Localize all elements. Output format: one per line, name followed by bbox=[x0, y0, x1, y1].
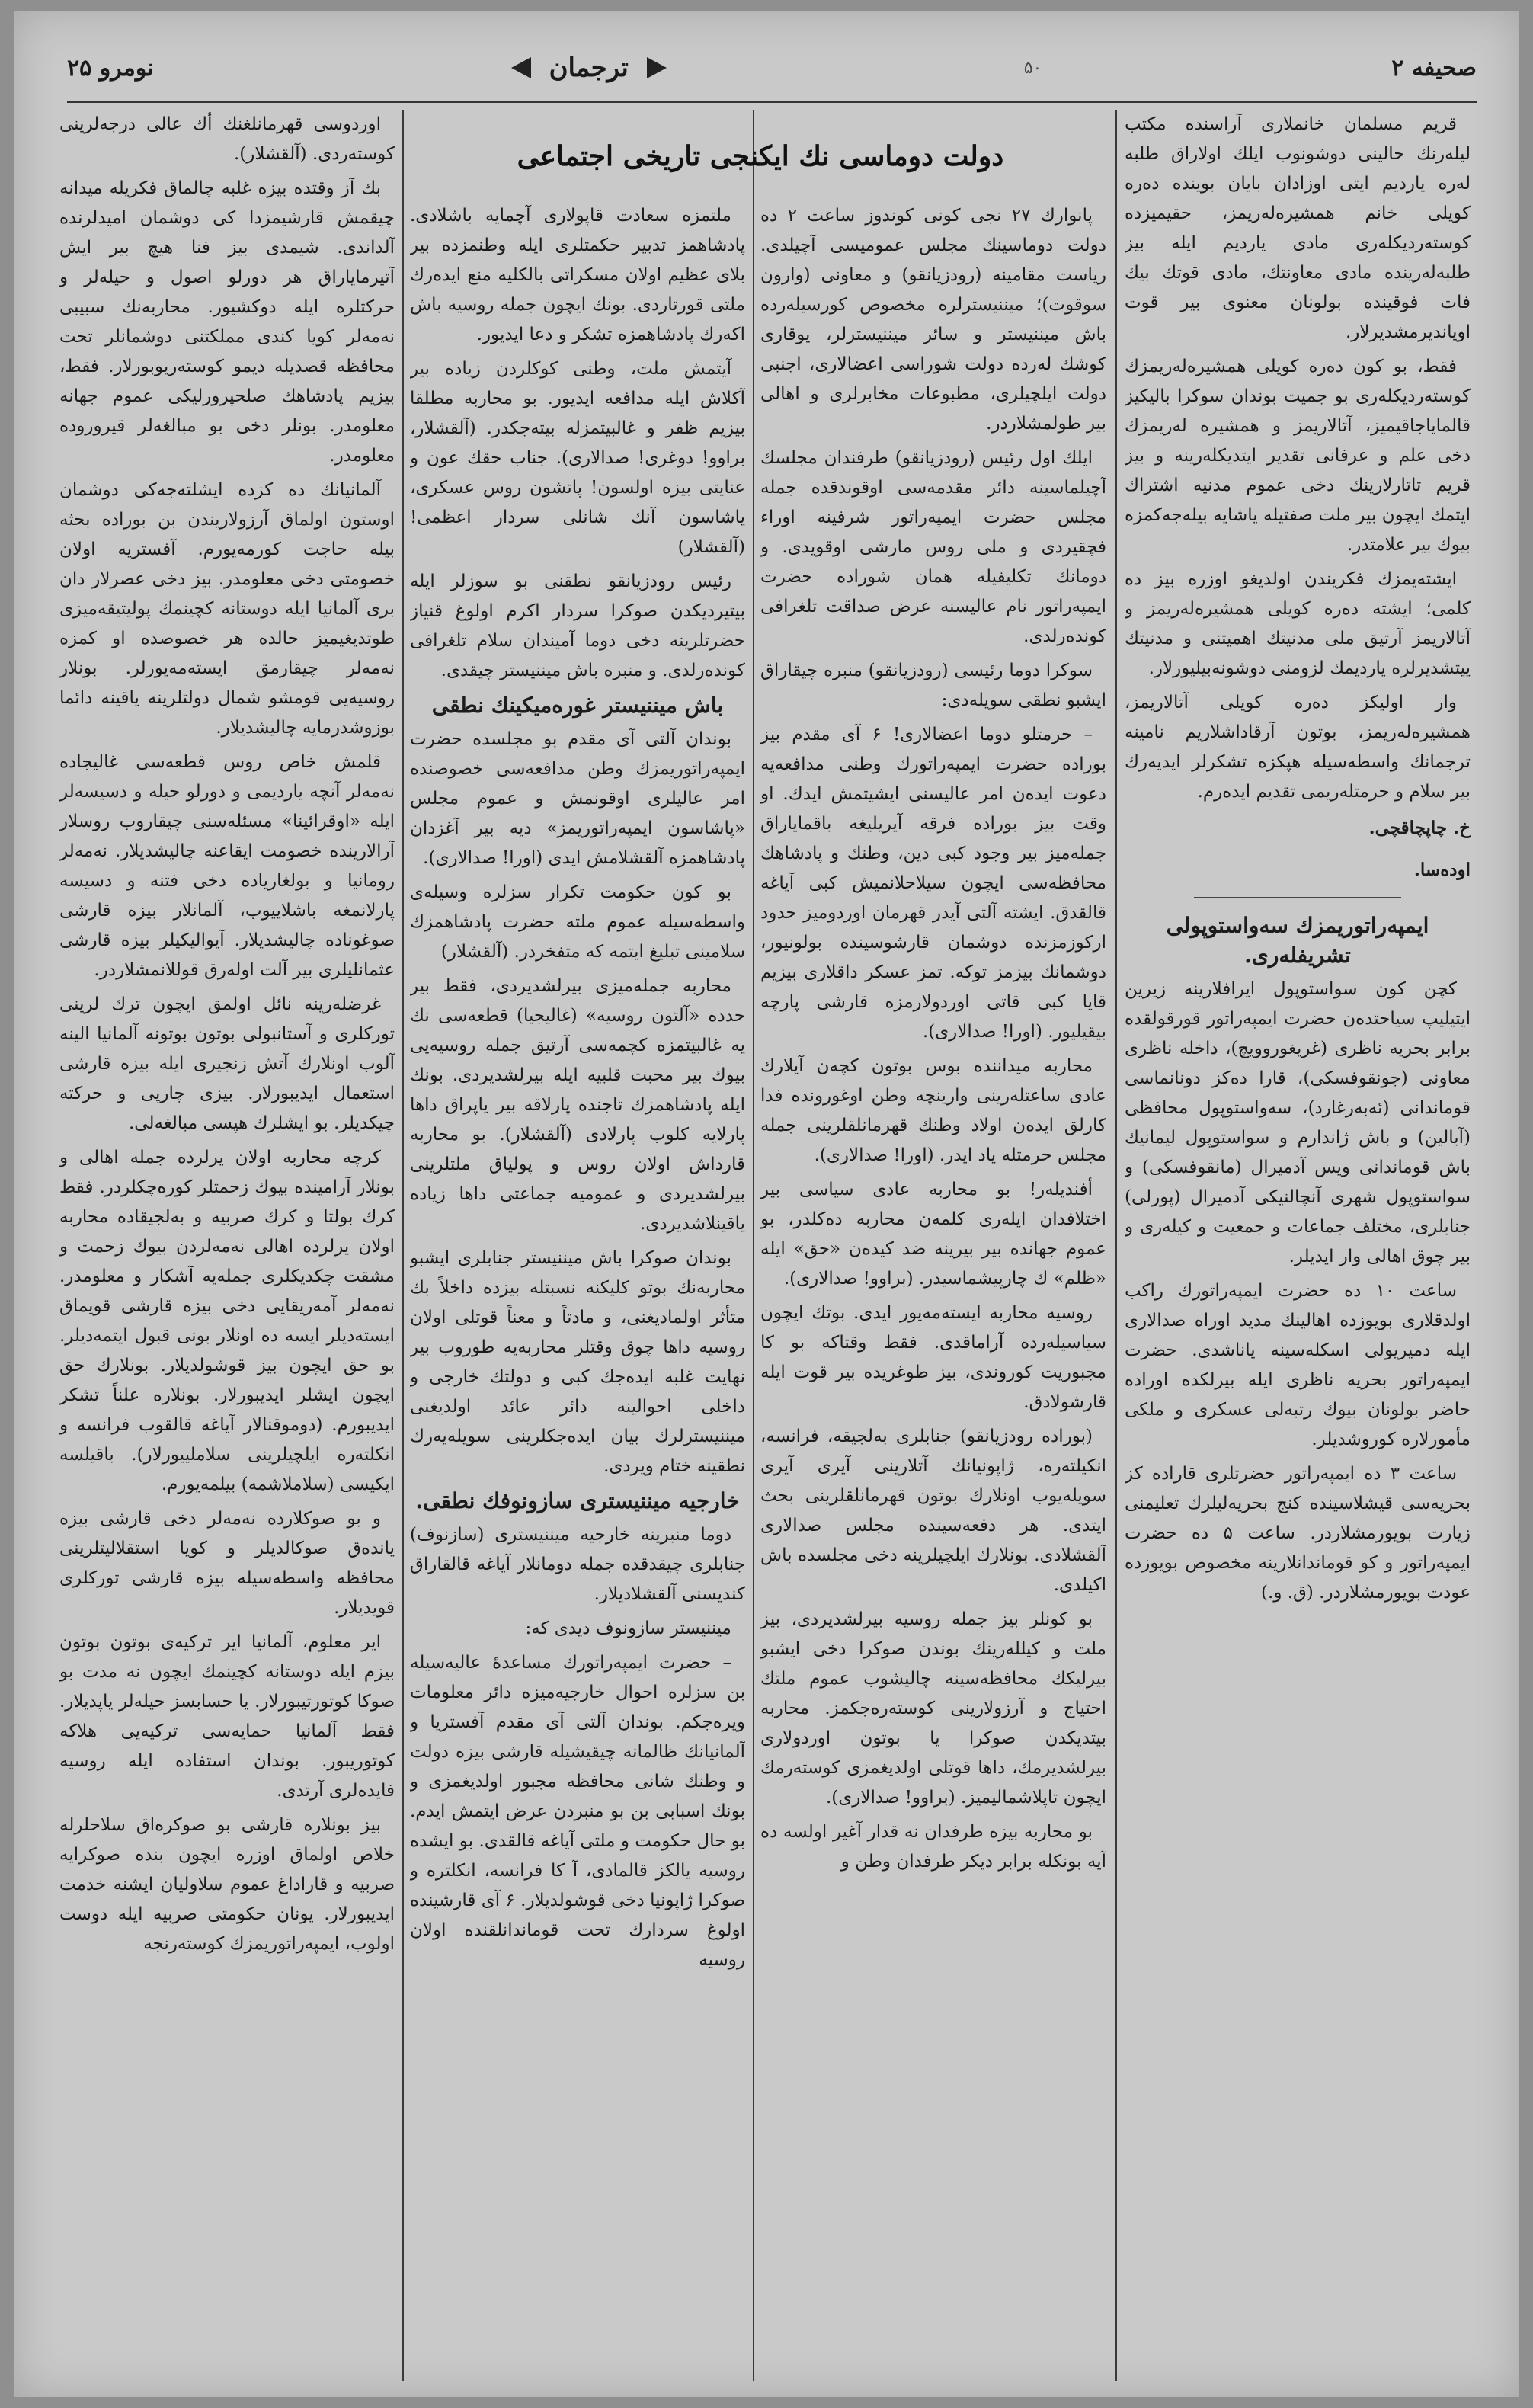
paragraph: روسیه محاربه ایستەمەیور ایدی. بوتك ایچون سیاسیلەردە آراماقدی. فقط وقتاکه بو کا مجبوریت کوروندی، بیز طوغریده بیر قوت ایله قارشولادق. bbox=[760, 1303, 1106, 1412]
masthead-title: ترجمان bbox=[504, 51, 674, 85]
paragraph: بوندان صوکرا باش میننیستر جنابلری ایشبو محاربەنك بوتو کلیکنه نسبتله بیزده داخلاً بك متأثر اولمادیغنی، و مادتاً و معناً قوتلی اولان روسیه داها چوق وقتلر محاربەیه طوروب بیر نهایت غلبه ایدەجك کبی و دولتك خارجی و داخلی احوالینه دائر عائد اولدیغنی میننیسترلرك بیان ایدەجکلرینی سویلەیەرك نطقینه ختام ویردی. bbox=[410, 1248, 745, 1476]
paragraph: رئیس رودزیانقو نطقنی بو سوزلر ایله بیتیردیکدن صوکرا سردار اکرم اولوغ قنیاز حضرتلرینه دخی دوما آمیندان سلام تلغرافی کوندەرلدی. و منبره باش میننیستر چیقدی. bbox=[410, 572, 745, 680]
paragraph: بو کونلر بیز جمله روسیه بیرلشدیردی، بیز ملت و کیللەرینك بوندن صوکرا دخی ایشبو بیرلیکك محافظەسینه چالیشوب عموم ملتك احتیاج و آرزولارینی کوستەرەجکمز. محاربه بیتدیکدن صوکرا یا بوتون اوردولاری بیرلشدیرمك، داها قوتلی اولدیغمزی کوستەرمك ایچون تاپلاشمالیمیز. (براوو! صدالاری). bbox=[760, 1609, 1106, 1808]
newspaper-page bbox=[14, 11, 1519, 2397]
column-divider bbox=[402, 110, 404, 2381]
paragraph: ساعت ۳ ده ایمپەراتور حضرتلری قارادە کز بحریەسی قیشلاسینده کنج بحریەلیلرك تعلیمنی زیارت بویورمشلاردر. ساعت ۵ ده حضرت ایمپەراتور و کو قوماندانلارینه مخصوص بویوزدە عودت بویورمشلاردر. (ق. و.) bbox=[1125, 1464, 1471, 1603]
column-4 bbox=[59, 110, 395, 2381]
issue-number: نومرو ۲۵ bbox=[67, 54, 154, 82]
paragraph: محاربه میداننده بوس بوتون کچەن آیلارك عادی ساعتلەرینی وارینچه وطن اوغوروندە فدا کارلق ایدەن اولاد وطنك قهرمانلقلرینی جمله مجلس حرمتلە یاد ایدر. (اورا! صدالاری). bbox=[760, 1056, 1106, 1165]
subheading: خارجیه میننیستری سازونوفك نطقی. bbox=[415, 1488, 740, 1513]
section-rule bbox=[1194, 897, 1401, 898]
paragraph: بو محاربه بیزه طرفدان نه قدار آغیر اولسه ده آیه بونکله برابر دیکر طرفدان وطن و bbox=[760, 1822, 1106, 1872]
paragraph: بو کون حکومت تکرار سزلره وسیلەی واسطەسیله عموم ملته حضرت پادشاهمزك سلامینی تبلیغ ایتمه که متفخردر. (آلقشلار) bbox=[410, 882, 745, 962]
page-header bbox=[67, 41, 1477, 94]
paragraph: آیتمش ملت، وطنی کوکلردن زیاده بیر آکلاش ایله مدافعه ایدیور. بو محاربه مطلقا بیزیم ظفر و غالبیتمزله بیتەجکدر. (آلقشلار، براوو! دوغری! صدالاری). جناب حقك عون و عنایتی بیزه اولسون! پاتشون روس عسکری، یاشاسون آنك شانلی سردار اعظمی! (آلقشلار) bbox=[410, 359, 745, 557]
column-2 bbox=[760, 201, 1106, 2381]
column-divider bbox=[753, 110, 754, 2381]
subheading: باش میننیستر غورەمیکینك نطقی bbox=[431, 693, 724, 718]
paragraph: ملتمزه سعادت قاپولاری آچمایه باشلادی. پادشاهمز تدبیر حکمتلری ایله وطنمزده بیر بلای عظیم اولان مسکراتی بالکلیه منع ایدەرك ملتی قورتاردی. بونك ایچون جمله روسیه باش اکەرك پادشاهمزه تشکر و دعا ایدیور. bbox=[410, 206, 745, 344]
column-1 bbox=[1125, 110, 1471, 2381]
paragraph: سوکرا دوما رئیسی (رودزیانقو) منبره چیقاراق ایشبو نطقی سویلەدی: bbox=[760, 661, 1106, 710]
paragraph: ایشتەیمزك فکریندن اولدیغو اوزره بیز دە کلمی؛ ایشته دەرە کویلی همشیرەلەریمز و آتالاریمز آرتیق ملی مدنیتك اهمیتنی و مدنیتك ییتشدیرلرە یاردیمك لزومنی دوشونەبیلیورلار. bbox=[1125, 569, 1471, 678]
paragraph: ساعت ۱۰ ده حضرت ایمپەراتورك راکب اولدقلاری بویوزدە اهالینك مدید اوراە صدالاری ایله دمیریولی اسکلەسینه یاناشدی. حضرت ایمپەراتور بحریه ناظری ایله بیرلکده اورادە حاضر بولونان بیوك رتبەلی عسکری و ملکی مأمورلارە کوروشدیلر. bbox=[1125, 1281, 1471, 1449]
paragraph: بك آز وقتده بیزه غلبه چالماق فکریله میدانه چیقمش قارشیمزدا کی دوشمان امیدلرنده آلداندی. شیمدی بیز فنا هیچ بیر ایش آتیرمایاراق هر دورلو اصول و حیلەلر و حرکتلره ایله دوکشیور. محاربەنك سبیبی نەمەلر کویا کندی مملکتنی دوشمانلر تحت محافظه قصدیله دیمو کوستەریوبورلار. فقط، بیزیم پادشاهك صلحپرورلیکی عموم جهانه معلومدر. بونلر دخی بو مبالغه‌لر قیرورودە معلومدر. bbox=[59, 178, 395, 466]
paragraph: اوردوسی قهرمانلغنك أك عالی درجەلرینی کوستەردی. (آلقشلار). bbox=[59, 114, 395, 164]
paragraph: قریم مسلمان خانملاری آراسنده مکتب لیلەرنك حالینی دوشونوب ایلك اولاراق طلبە لەرە یاردیم ایتی اوزادان بایان بوینده دەرە کویلی خانم همشیرەلەریمز، حقیمیزدە کوستەردیکلەری مادی یاردیم ایلە بیز طلبەلەرینده مادی معاونتك، مادی قوتك بیك فات فوقینده بولونان معنوی بیر قوت اویاندیرمشدیرلار. bbox=[1125, 114, 1471, 342]
page-number: ۵۰ bbox=[1023, 58, 1042, 78]
paragraph: – حضرت ایمپەراتورك مساعدهٔ عالیەسیله بن سزلره احوال خارجیەمیزه دائر معلومات ویرەجکم. بوندان آلتی آی مقدم آفستریا و آلمانیانك ظالمانه چیقیشیله قارشی بیزه دولت و وطنك شانی محافظه مجبور اولدیغمزی و بونك اسبابی بن بو منبردن عرض ایتمش ایدم. بو حال حکومت و ملتی آیاغه قالقدی. بو ایشده روسیه یالکز قالمادی، آ کا فرانسه، انکلتره و صوکرا ژاپونیا دخی قوشولدیلار. ۶ آی قارشینده اولوغ سردارك تحت قوماندانلقنده اولان روسیه bbox=[410, 1653, 745, 1970]
paragraph: دوما منبرینه خارجیه میننیستری (سازنوف) جنابلری چیقدقده جمله دومانلار آیاغه قالقاراق کندیسنی آلقشلادیلار. bbox=[410, 1525, 745, 1604]
paragraph: بیز بونلاره قارشی بو صوکره‌اق سلاحلرله خلاص اولماق اوزره ایچون بنده صوکرایه صربیه و قاراداغ عموم سلاولیان ایشنه خدمت ایدیبورلار. یونان حکومتی صربیه ایله دوست اولوب، ایمپەراتوریمزك کوستەرنجه bbox=[59, 1815, 395, 1954]
column-divider bbox=[1115, 110, 1117, 2381]
paragraph: أفندیلەر! بو محاربه عادی سیاسی بیر اختلافدان ایلەری کلمەن محاربه دەکلدر، بو عموم جهانده بیر بیرینه ضد کیدەن «حق» ایله «ظلم» ك چارپیشماسیدر. (براوو! صدالاری). bbox=[760, 1180, 1106, 1289]
column-3 bbox=[410, 201, 745, 2381]
paragraph: پانوارك ۲۷ نجی کونی کوندوز ساعت ۲ ده دولت دوماسینك مجلس عمومیسی آچیلدی. ریاست مقامینه (رودزیانقو) و معاونی (وارون سوقوت)؛ میننیسترلره مخصوص کورسیلەردە باش میننیستر و سائر میننیسترلر، یوقاری کوشك لەردە دولت شوراسی اعضالاری، اجنبی دولت ایلچیلری، مطبوعات مخابرلری و اهالی بیر طولمشلاردر. bbox=[760, 206, 1106, 434]
section-title: ایمپەراتوریمزك سەواستوپولی تشریفلەری. bbox=[1166, 913, 1429, 968]
author-signature: خ. چاپچاقچی. bbox=[1368, 818, 1471, 838]
paragraph: فقط، بو کون دەرە کویلی همشیرەلەریمزك کوستەردیکلەری بو جمیت بوندان سوکرا بالیکیز قالمایاجاقیمیز، آتالاریمز و همشیرە لەریمزك دخی علم و عرفانی تقدیر ایتدیکلەرینه و بیز قریم تاتارلارینك دخی عموم مدنیه اشتراك ایتمك ایچون بیر ملت صفتیله یاشایه بیلەجەکمزه بیوك بیر علامتدر. bbox=[1125, 357, 1471, 555]
paragraph: (بورادە رودزیانقو) جنابلری بەلجیقه، فرانسه، انکیلتەره، ژاپونیانك آتلارینی آیری آیری سویلەیوب اونلارك بوتون قهرمانلقلرینی بحث ایتدی. هر دفعەسینده مجلس صدالاری آلقشلادی. بونلارك ایلچیلرینه دخی مجلسده باش اکیلدی. bbox=[760, 1427, 1106, 1595]
paragraph: آلمانیانك ده کزدە ایشلتەجەکی دوشمان اوستون اولماق آرزولاریندن بن بورادە بحثه بیله حاجت کورمەیورم. آفستریه اولان خصومتی دخی معلومدر. بیز دخی عصرلار دان بری آلمانیا ایله دوستانه کچینمك پولیتیقەمیزی طوتدیغیمیز حالدە هر خصوصده او کمزه نەمەلر چیقارمق ایستەمەیورلر. بونلار روسیه‌یی قومشو شمال دولتلرینه یاقینه دائما بوزوشدرمایه چالیشدیلار. bbox=[59, 480, 395, 738]
paragraph: و بو صوکلاردە نەمەلر دخی قارشی بیزه یاندەق صوکالدیلر و کویا استقلالیتلرینی محافظه واسطەسیله بیزه قارشی تورکلری قویدیلار. bbox=[59, 1509, 395, 1618]
paragraph: – حرمتلو دوما اعضالاری! ۶ آی مقدم بیز بورادە حضرت ایمپەراتورك وطنی مدافعەیه دعوت ایدەن امر عالیسنی ایشیتمش ایدك. او وقت بیز بورادە فرقه آیریلیغه باقمایاراق جملەمیز بیر وجود کبی دین، وطنك و پادشاهك محافظەسی ایچون سیلاحلانمیش کبی آیاغه قالقدق. ایشته آلتی آیدر قهرمان اوردومیز حدود ارکوزمزنده دوشمان قارشوسینده بولونیور، دوشمانك بیزمز توکە. تمز عسکر داقلاری بیزیم قایا کبی قاتی اوردولارمزه قارشی پارچه بیقیلیور. (اورا! صدالاری). bbox=[760, 725, 1106, 1042]
paragraph: غرضلەرینه نائل اولمق ایچون ترك لرینی تورکلری و آستانبولی بوتون بوتونه آلمانیا الینه آلوب اونلارك آتش زنجیری ایله بیزه قارشی استعمال ایدیبورلار. بیزی چارپی و حرکته چیکدیلر. بو ایشلرك هپسی مبالغه‌لی. bbox=[59, 994, 395, 1133]
paragraph: کرچه محاربه اولان یرلردە جمله اهالی و بونلار آرامینده بیوك زحمتلر کورەچکلردر. فقط کرك بولتا و کرك صربیه و بەلجیقاده محاربه اولان یرلردە اهالی نه‌مەلردن بیوك زحمت و مشقت چکدیکلری جملەیه آشکار و معلومدر. نەمەلر آمەریقایی دخی بیزه قارشی قویماق ایستەدیلر ایسه ده اونلار بونی قبول ایتمەدیلر. بو حق ایچون بیز قوشولدیلار. بونلارك حق ایچون ایشلر ایدیبورلار. بونلارە علناً تشکر ایدیبورم. (دوموقنالار آیاغه قالقوب فرانسه و انکلتەره ایلچیلرینی سلاملییورلار). باقیلسه ایکیسی (سلاملاشمه) بیلمەیورم. bbox=[59, 1148, 395, 1494]
paragraph: قلمش خاص روس قطعەسی غالیجاده نەمەلر آنچه یاردیمی و دورلو حیله و دسیسەلر ایله «اوقرائینا» مسئلەسنی چیقاروب روسلار آرالارینده خصومت ایقاعنه چالیشدیلار. نەمەلر رومانیا و بولغاریاده دخی فتنه و دسیسه پارلانمغه باشلاییوب، آلمانلار بیزه قارشی صوغوناده چالیشدیلار. آیوالیکیلر بیزه قارشی عثمانلیلری بیر آلت اولەرق قوللانمشلاردر. bbox=[59, 752, 395, 980]
paragraph: ایلك اول رئیس (رودزیانقو) طرفندان مجلسك آچیلماسینه دائر مقدمەسی اوقوندقده جمله مجلس حضرت ایمپەراتور شرفینه اوراء فچقیردی و ملی روس مارشی اوقویدی. و دومانك تکلیفیله همان شوراده حضرت ایمپەراتور نام عالیسنه عرض صداقت تلغرافی کوندەرلدی. bbox=[760, 448, 1106, 646]
paragraph: میننیستر سازونوف دیدی که: bbox=[525, 1619, 731, 1638]
header-rule bbox=[67, 101, 1477, 103]
paragraph: ایر معلوم، آلمانیا ایر ترکیه‌ی بوتون بوتون بیزم ایله دوستانه کچینمك ایچون نه مدت بو صوکا کوتورتیبورلار. یا حسابسز حیله‌لر یاپدیلار. فقط آلمانیا حمایەسی ترکیه‌یی هلاکه کوتوریبور. بوندان استفاده ایله روسیه فایده‌لری آرتدی. bbox=[59, 1632, 395, 1801]
paragraph: وار اولیکز دەرە کویلی آتالاریمز، همشیرەلەریمز، بوتون آرقاداشلاریم نامینه ترجمانك واسطەسیله هپکزە تشکرلر ایدیەرك بیر سلام و حرمتلەریمی تقدیم ایدەرم. bbox=[1125, 693, 1471, 802]
dateline-city: اودەسا. bbox=[1413, 860, 1471, 880]
paragraph: محاربه جملەمیزی بیرلشدیردی، فقط بیر حدده «آلتون روسیه» (غالیجیا) قطعەسی نك یه غالبیتمزه کچمەسی آرتیق جمله روسیه‌یی بیوك بیر محبت قلبیه ایله بیرلشدیردی. بونك ایله پادشاهمزك تاجنده پارلاقه بیر یاپراق داها پارلایه کلوب پارلادی (آلقشلار). بو محاربه قارداش اولان روس و پولیاق ملتلرینی بیرلشدیردی و عمومیه جماعتی داها زیاده یاقینلاشدیردی. bbox=[410, 976, 745, 1234]
paragraph: کچن کون سواستوپول ایرافلارینه زیرین ایتیلیپ سیاحتدەن حضرت ایمپەراتور قورقولقدە برابر بحریه ناظری (غریغوروویچ)، داخله ناظری معاونی (جونقوفسکی)، قارا دەکز دونانماسی قوماندانی (ئەبەرغارد)، سەواستوپول محافظی (آبالین) و باش ژاندارم و سواستوپول لیمانیك باش قوماندانی ویس آدمیرال (مانقوفسکی) و سواستوپول شهری آنچالنیکی آدمیرال (پورلی) جنابلری، مختلف جماعات و جمعیت و کیلەری و بیر چوق اهالی وار ایدیلر. bbox=[1125, 979, 1471, 1266]
paragraph: بوندان آلتی آی مقدم بو مجلسده حضرت ایمپەراتوریمزك وطن مدافعەسی خصوصنده امر عالیلری اوقونمش و عموم مجلس «پاشاسون ایمپەراتوریمز» دیه بیر آغزدان پادشاهمزه آلقشلامش ایدی (اورا! صدالاری). bbox=[410, 729, 745, 868]
article-headline: دولت دوماسی نك ایکنجی تاریخی اجتماعی bbox=[517, 140, 1004, 172]
page-label: صحیفه ۲ bbox=[1391, 54, 1477, 82]
